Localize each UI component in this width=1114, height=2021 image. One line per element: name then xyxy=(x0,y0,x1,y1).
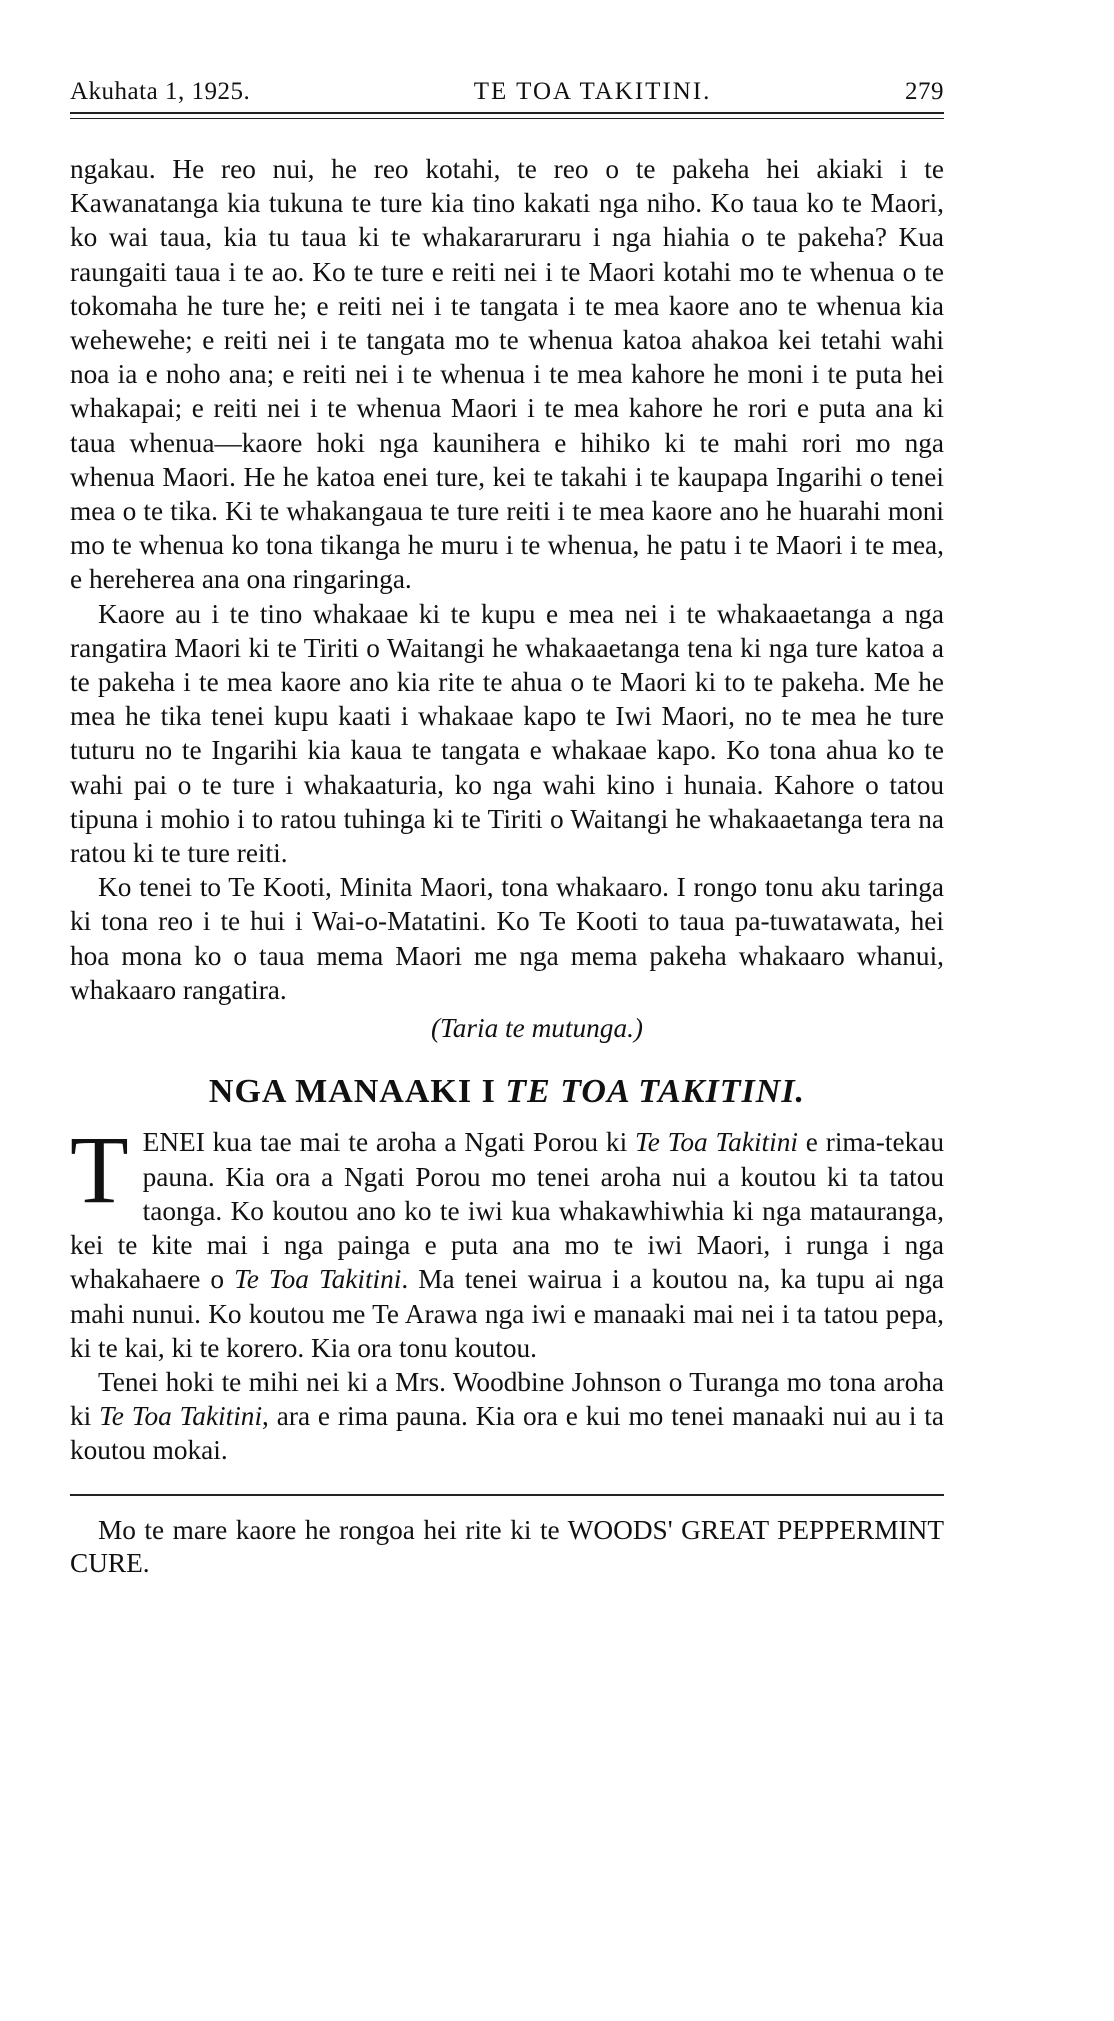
header-rule-thin xyxy=(70,118,944,119)
section-p1-paper-name-1: Te Toa Takitini xyxy=(635,1127,798,1158)
section-p1-text-a: ENEI kua tae mai te aroha a Ngati Porou ki xyxy=(142,1127,636,1158)
article-paragraph-1: ngakau. He reo nui, he reo kotahi, te reo o te pakeha hei akiaki i te Kawanatanga kia tukuna te ture kia tino kakati nga niho. Ko taua ko te Maori, ko wai taua, kia tu taua ki te whakararuraru i nga hiahia o te pakeha? Kua raungaiti taua i te ao. Ko te ture e reiti nei i te Maori kotahi mo te whenua o te tokomaha he ture he; e reiti nei i te tangata i te mea kaore ano te whenua kia wehewehe; e reiti nei i te tangata mo te whenua katoa ahakoa kei tetahi wahi noa ia e noho ana; e reiti nei i te whenua i te mea kahore he moni i te puta hei whakapai; e reiti nei i te whenua Maori i te mea kahore he rori e puta ana ki taua whenua—kaore hoki nga kaunihera e hihiko ki te mahi rori mo nga whenua Maori. He he katoa enei ture, kei te takahi i te kaupapa Ingarihi o tenei mea o te tika. Ki te whakangaua te ture reiti i te mea kaore ano he huarahi moni mo te whenua ko tona tikanga he muru i te whenua, he patu i te Maori i te mea, e herehereа ana ona ringaringa. xyxy=(70,154,944,595)
drop-cap: T xyxy=(70,1116,129,1224)
article-paragraph-2: Kaore au i te tino whakaae ki te kupu e mea nei i te whakaaetanga a nga rangatira Maori ki te Tiriti o Waitangi he whakaaetanga tena ki nga ture katoa a te pakeha i te mea kaore ano kia rite te ahua o te Maori ki to te pakeha. Me he mea he tika tenei kupu kaati i whakaae kapo te Iwi Maori, no te mea he ture tuturu no te Ingarihi kia kaua te tangata e whakaae kapo. Ko tona ahua ko te wahi pai o te ture i whakaaturia, ko nga wahi kino i hunaia. Kahore o tatou tipuna i mohio i to ratou tuhinga ki te Tiriti o Waitangi he whakaaetanga tera na ratou ki te ture reiti. xyxy=(70,598,944,869)
section-p1-text-c: e rima-tekau pauna. Kia ora a Ngati Porou mo tenei aroha nui a koutou ki ta tatou taonga. Ko koutou ano ko te iwi kua whakawhiwhia ki nga matauranga, kei te kite mai i nga painga e puta ana mo te iwi Maori, i runga i nga whakahaere o xyxy=(70,1127,944,1295)
running-header xyxy=(70,78,944,106)
header-rule xyxy=(70,112,944,114)
section-paragraph-2 xyxy=(70,1365,944,1468)
section-p2-text-a: Tenei hoki te mihi nei ki a Mrs. Woodbine Johnson o Turanga mo tona aroha ki xyxy=(70,1366,944,1432)
section-heading xyxy=(70,1075,944,1109)
header-title: TE TOA TAKITINI. xyxy=(473,78,712,105)
section-p1-text-e: . Ma tenei wairua i a koutou na, ka tupu ai nga mahi nunui. Ko koutou me Te Arawa nga iwi e manaaki mai nei i ta tatou pepa, ki te kai, ki te korero. Kia ora tonu koutou. xyxy=(70,1264,944,1363)
section-p2-text-c: , ara e rima pauna. Kia ora e kui mo tenei manaaki nui au i ta koutou mokai. xyxy=(70,1401,944,1466)
advert-text: Mo te mare kaore he rongoa hei rite ki te WOODS' GREAT PEPPERMINT CURE. xyxy=(70,1514,944,1578)
page-body xyxy=(70,152,944,1580)
section-heading-italic: TE TOA TAKITINI. xyxy=(505,1073,806,1111)
header-date: Akuhata 1, 1925. xyxy=(70,78,251,105)
section-paragraph-1 xyxy=(70,1116,944,1364)
article-paragraph-3: Ko tenei to Te Kooti, Minita Maori, tona whakaaro. I rongo tonu aku taringa ki tona reo i te hui i Wai-o-Matatini. Ko Te Kooti to taua pa-tuwatawata, hei hoa mona ko o taua mema Maori me nga mema pakeha whakaaro whanui, whakaaro rangatira. xyxy=(70,872,944,1005)
page-number: 279 xyxy=(904,78,944,105)
section-heading-plain: NGA MANAAKI I xyxy=(208,1073,506,1111)
continued-caption: (Taria te mutunga.) xyxy=(430,1013,644,1044)
advert-rule xyxy=(70,1494,944,1496)
section-p1-paper-name-2: Te Toa Takitini xyxy=(234,1264,402,1295)
section-p2-paper-name: Te Toa Takitini xyxy=(99,1401,263,1432)
